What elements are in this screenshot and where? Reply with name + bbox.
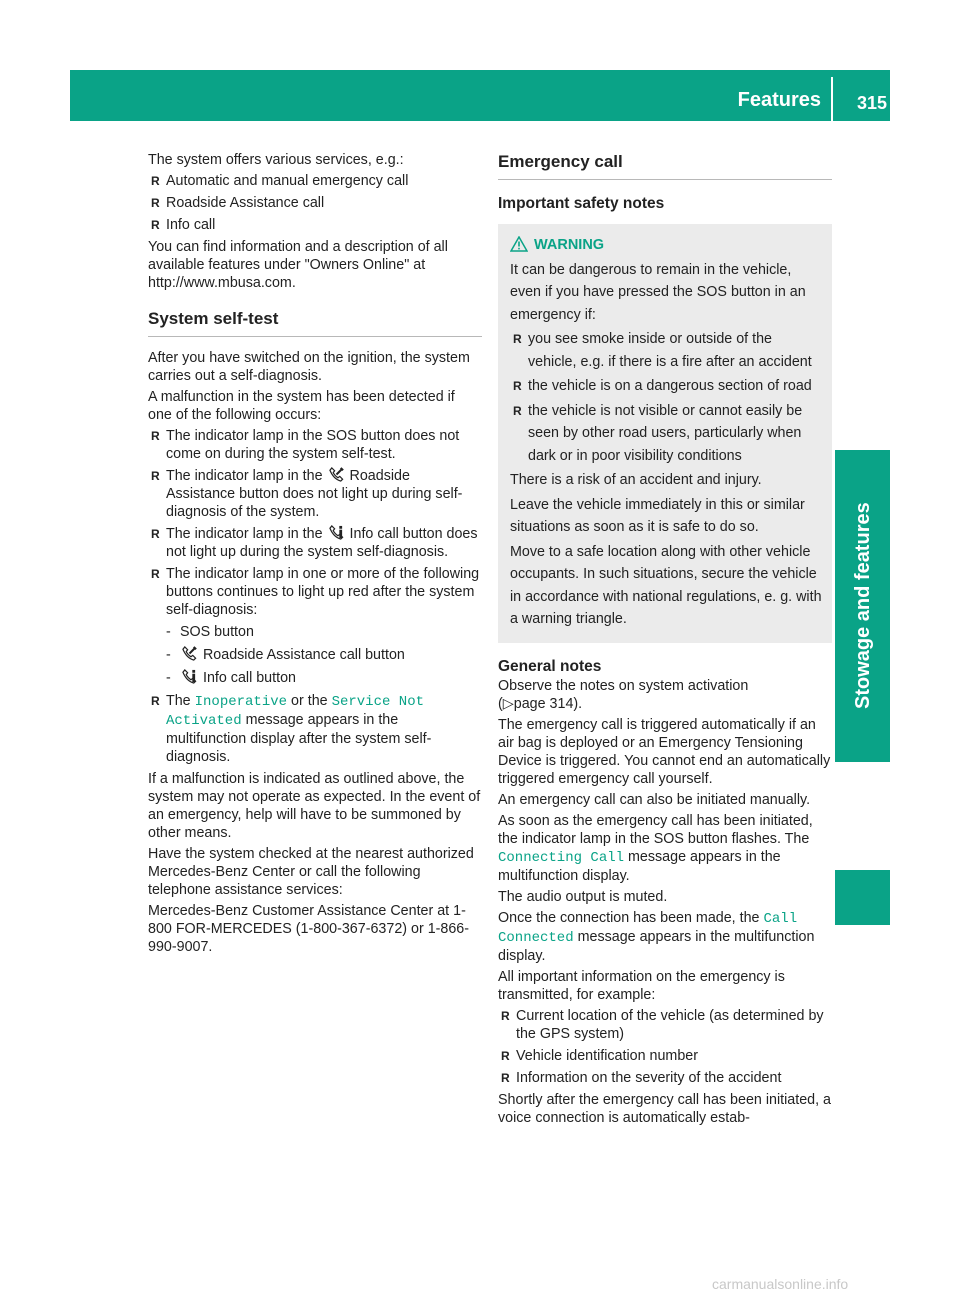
- side-tab: [835, 450, 890, 762]
- bullet-marker: R: [151, 174, 160, 188]
- bullet-marker: R: [151, 196, 160, 210]
- list-item: R the vehicle is on a dangerous section of road: [510, 375, 824, 398]
- general-paragraph-6: Once the connection has been made, the Call Connected message appears in the multifunction display.: [498, 909, 815, 964]
- list-item: R The indicator lamp in the SOS button does not come on during the system self-test.: [151, 428, 460, 462]
- warning-triangle-icon: [510, 236, 528, 252]
- bullet-marker: R: [151, 429, 160, 443]
- info-call-phone-icon: [182, 669, 197, 684]
- heading-safety-notes: Important safety notes: [498, 195, 665, 212]
- roadside-phone-wrench-icon: [182, 646, 197, 661]
- warning-box: [498, 224, 832, 643]
- roadside-phone-wrench-icon: [329, 467, 344, 482]
- list-item: R Vehicle identification number: [501, 1047, 698, 1064]
- dash-marker: -: [166, 647, 171, 663]
- general-paragraph-8: Shortly after the emergency call has been initiated, a voice connection is automatically estab-: [498, 1091, 831, 1126]
- self-test-paragraph-1: After you have switched on the ignition, the system carries out a self-diagnosis.: [148, 350, 470, 384]
- warning-title: WARNING: [510, 234, 824, 257]
- list-item: R Roadside Assistance call: [151, 195, 325, 211]
- general-paragraph-3: An emergency call can also be initiated manually.: [498, 791, 811, 808]
- warning-paragraph-4: Move to a safe location along with other vehicle occupants. In such situations, secure the vehicle in accordance with national regulations, e. g. with a warning triangle.: [510, 543, 822, 627]
- bullet-marker: R: [151, 567, 160, 581]
- list-item: R The Inoperative or the Service Not Activated message appears in the multifunction display after the system self-diagnosis.: [151, 693, 432, 765]
- bullet-marker: R: [151, 218, 160, 232]
- side-tab-label: Stowage and features: [852, 502, 874, 710]
- owners-online-paragraph: You can find information and a description of all available features under "Owners Online" at http://www.mbusa.com.: [148, 239, 448, 291]
- have-checked-paragraph: Have the system checked at the nearest authorized Mercedes-Benz Center or call the following telephone assistance services:: [148, 846, 474, 898]
- warning-paragraph-3: Leave the vehicle immediately in this or similar situations as soon as it is safe to do so.: [510, 496, 805, 535]
- page-header-bar: [70, 70, 890, 121]
- display-message-service-not-activated: Service Not Activated: [166, 694, 424, 729]
- watermark: carmanualsonline.info: [712, 1276, 849, 1292]
- bullet-marker: R: [501, 1070, 510, 1085]
- page-reference-arrow-icon: ▷: [502, 695, 514, 712]
- dash-marker: -: [166, 670, 171, 686]
- bullet-marker: R: [151, 527, 160, 541]
- heading-self-test: System self-test: [148, 308, 482, 337]
- list-item: R The indicator lamp in the Info call button does not light up during the system self-diagnosis.: [151, 526, 478, 560]
- dash-marker: -: [166, 624, 171, 640]
- header-divider: [831, 77, 833, 121]
- sub-list-item: - SOS button: [166, 624, 254, 640]
- services-intro: The system offers various services, e.g.:: [148, 152, 404, 168]
- heading-emergency-call: Emergency call: [498, 151, 832, 180]
- display-message-connecting-call: Connecting Call: [498, 849, 625, 866]
- list-item: R Info call: [151, 217, 216, 233]
- heading-general-notes: General notes: [498, 657, 602, 675]
- list-item: R The indicator lamp in the Roadside Assistance button does not light up during self-diagnosis of the system.: [151, 468, 463, 520]
- info-call-phone-icon: [329, 525, 344, 540]
- bullet-marker: R: [501, 1008, 510, 1023]
- bullet-marker: R: [151, 469, 160, 483]
- sub-list-item: - Roadside Assistance call button: [166, 647, 405, 663]
- general-paragraph-2: The emergency call is triggered automatically if an air bag is deployed or an Emergency Tensioning Device is triggered. You cannot end an automatically triggered emergency call yourself.: [498, 716, 831, 787]
- list-item: R the vehicle is not visible or cannot easily be seen by other road users, particularly when dark or in poor visibility conditions: [510, 400, 824, 468]
- section-title: Features: [737, 89, 821, 111]
- general-paragraph-7: All important information on the emergency is transmitted, for example:: [498, 968, 785, 1003]
- list-item: R The indicator lamp in one or more of the following buttons continues to light up red after the system self-diagnosis:: [151, 566, 480, 618]
- self-test-paragraph-2: A malfunction in the system has been detected if one of the following occurs:: [148, 389, 455, 423]
- general-paragraph-5: The audio output is muted.: [498, 888, 668, 905]
- side-tab-square: [835, 870, 890, 925]
- display-message-inoperative: Inoperative: [194, 694, 288, 710]
- page-reference-link[interactable]: page 314: [513, 695, 574, 712]
- left-column: [148, 151, 482, 959]
- display-message-call-connected: Call Connected: [498, 910, 798, 946]
- list-item: R Information on the severity of the accident: [501, 1069, 782, 1086]
- bullet-marker: R: [501, 1048, 510, 1063]
- general-paragraph-4: As soon as the emergency call has been initiated, the indicator lamp in the SOS button flashes. The Connecting Call message appears in the multifunction display.: [498, 812, 813, 884]
- malfunction-paragraph: If a malfunction is indicated as outlined above, the system may not operate as expected. In the event of an emergency, help will have to be summoned by other means.: [148, 771, 481, 841]
- bullet-marker: R: [513, 379, 522, 393]
- warning-paragraph-2: There is a risk of an accident and injury.: [510, 472, 762, 488]
- list-item: R you see smoke inside or outside of the vehicle, e.g. if there is a fire after an accident: [510, 328, 824, 373]
- page-number: 315: [856, 93, 887, 113]
- bullet-marker: R: [513, 403, 522, 418]
- warning-paragraph-1: It can be dangerous to remain in the vehicle, even if you have pressed the SOS button in an emergency if:: [510, 261, 806, 323]
- list-item: R Current location of the vehicle (as determined by the GPS system): [501, 1007, 824, 1042]
- list-item: R Automatic and manual emergency call: [151, 173, 409, 189]
- bullet-marker: R: [151, 694, 160, 708]
- customer-center-paragraph: Mercedes-Benz Customer Assistance Center at 1-800 FOR-MERCEDES (1-800-367-6372) or 1-866-990-9007.: [148, 903, 470, 955]
- bullet-marker: R: [513, 332, 522, 346]
- general-paragraph-1: Observe the notes on system activation (▷page 314).: [498, 677, 749, 712]
- right-column: [498, 151, 832, 1130]
- sub-list-item: - Info call button: [166, 670, 296, 686]
